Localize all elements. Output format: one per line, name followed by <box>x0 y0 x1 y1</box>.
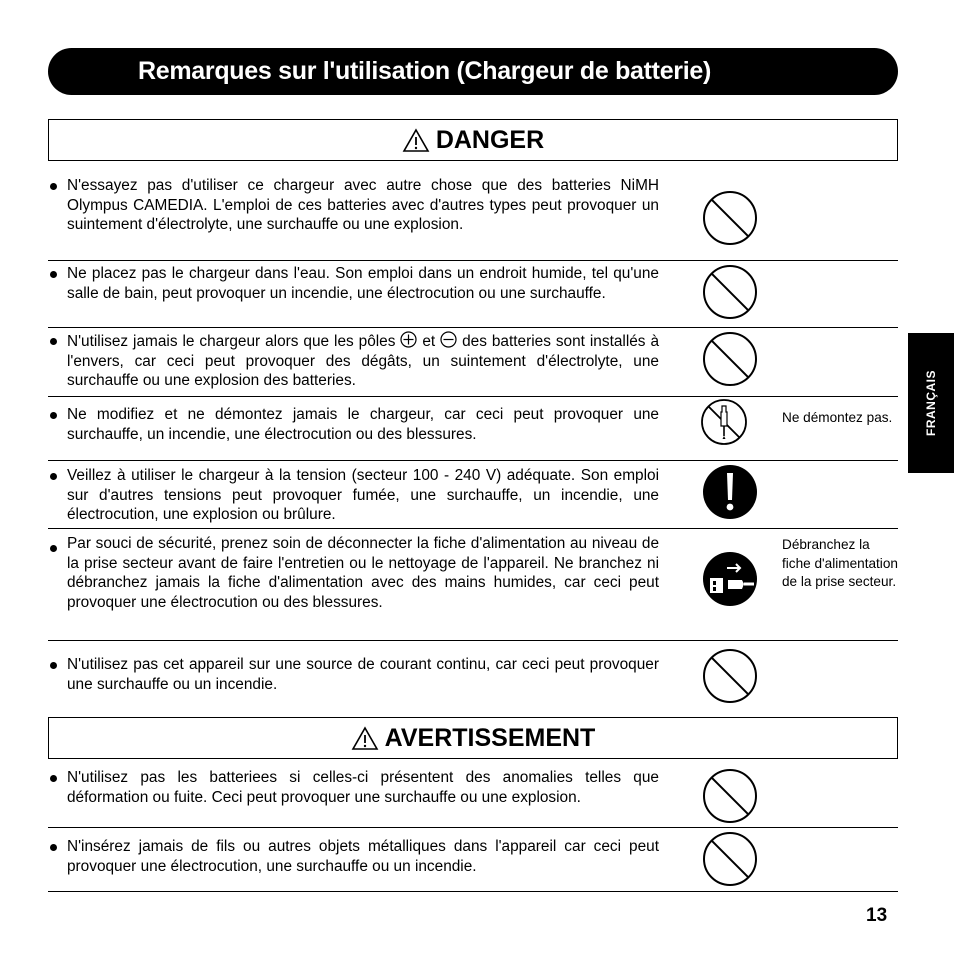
avertissement-item-text: N'insérez jamais de fils ou autres objets métalliques dans l'appareil car ceci peut provoquer une électrocution, une surchauffe ou un incendie. <box>67 838 659 875</box>
divider <box>48 327 898 328</box>
divider <box>48 891 898 892</box>
avertissement-section-header <box>48 717 898 759</box>
unplug-caption: Débranchez la fiche d'alimentation de la prise secteur. <box>782 537 898 590</box>
text-segment: des batteries sont installés à l'envers, car ceci peut provoquer des dégâts, un suintement d'électrolyte, une surchauffe ou une explosion des batteries. <box>67 333 660 390</box>
no-disassembly-caption: Ne démontez pas. <box>782 410 893 425</box>
bullet <box>50 662 57 669</box>
unplug-icon <box>702 551 758 607</box>
danger-item-text: Ne placez pas le chargeur dans l'eau. Son emploi dans un endroit humide, tel qu'une salle de bain, peut provoquer un incendie, une électrocution ou une surchauffe. <box>67 265 659 302</box>
mandatory-exclamation-icon <box>702 464 758 520</box>
danger-section-header <box>48 119 898 161</box>
danger-title: DANGER <box>435 125 545 154</box>
danger-item-text <box>67 331 659 391</box>
bullet <box>50 183 57 190</box>
prohibition-icon <box>702 648 758 704</box>
danger-item-text: Ne modifiez et ne démontez jamais le chargeur, car ceci peut provoquer une surchauffe, un incendie, une électrocution ou des blessures. <box>67 406 659 443</box>
language-label: FRANÇAIS <box>924 370 938 436</box>
avertissement-item-text: N'utilisez pas les batteriees si celles-ci présentent des anomalies telles que déformation ou fuite. Ceci peut provoquer une surchauffe ou une explosion. <box>67 769 659 806</box>
prohibition-icon <box>702 768 758 824</box>
minus-terminal-icon <box>440 331 457 348</box>
text-segment: N'utilisez jamais le chargeur alors que les pôles <box>67 333 396 350</box>
bullet <box>50 844 57 851</box>
danger-item-text: N'utilisez pas cet appareil sur une source de courant continu, car ceci peut provoquer une surchauffe ou un incendie. <box>67 656 659 693</box>
page-number: 13 <box>866 905 888 926</box>
prohibition-icon <box>702 831 758 887</box>
warning-triangle-icon <box>402 128 430 153</box>
prohibition-icon <box>702 264 758 320</box>
text-segment: et <box>422 333 436 350</box>
plus-terminal-icon <box>400 331 417 348</box>
danger-item-text: Par souci de sécurité, prenez soin de déconnecter la fiche d'alimentation au niveau de la prise secteur avant de faire l'entretien ou le nettoyage de l'appareil. Ne branchez ni débranchez jamais la fiche d'alimentation avec des mains humides, car ceci peut provoquer une électrocution ou des blessures. <box>67 535 659 611</box>
divider <box>48 640 898 641</box>
prohibition-icon <box>702 190 758 246</box>
bullet <box>50 775 57 782</box>
bullet <box>50 473 57 480</box>
divider <box>48 460 898 461</box>
avertissement-title: AVERTISSEMENT <box>384 723 596 752</box>
divider <box>48 528 898 529</box>
language-side-tab <box>908 333 954 473</box>
page-title: Remarques sur l'utilisation (Chargeur de batterie) <box>48 48 898 95</box>
warning-triangle-icon <box>351 726 379 751</box>
danger-item-text: Veillez à utiliser le chargeur à la tension (secteur 100 - 240 V) adéquate. Son emploi sur d'autres tensions peut provoquer fumée, une surchauffe, un incendie, une électrocution, une explosion ou brûlure. <box>67 467 659 524</box>
bullet <box>50 412 57 419</box>
divider <box>48 260 898 261</box>
divider <box>48 396 898 397</box>
divider <box>48 827 898 828</box>
bullet <box>50 271 57 278</box>
bullet <box>50 338 57 345</box>
bullet <box>50 545 57 552</box>
prohibition-icon <box>702 331 758 387</box>
danger-item-text: N'essayez pas d'utiliser ce chargeur avec autre chose que des batteries NiMH Olympus CAMEDIA. L'emploi de ces batteries avec d'autres types peut provoquer un suintement d'électrolyte, une surchauffe ou une explosion. <box>67 177 659 234</box>
no-disassembly-icon <box>700 398 748 446</box>
